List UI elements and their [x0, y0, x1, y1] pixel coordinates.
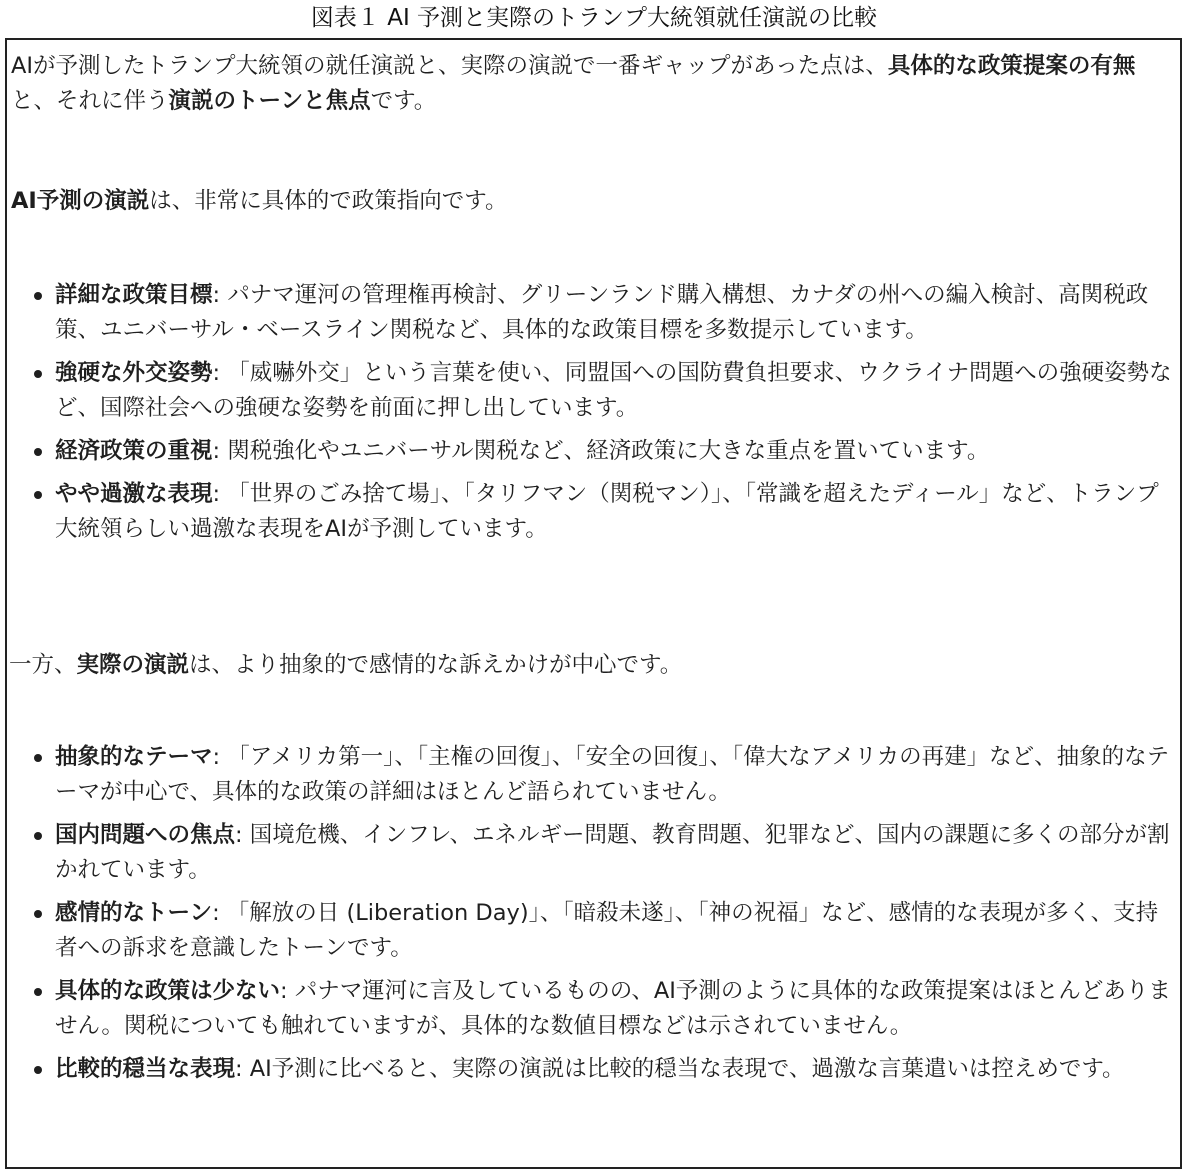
- bullet-icon: [34, 491, 42, 499]
- actual-section-prefix: 一方、: [9, 652, 77, 678]
- list-item: [7, 740, 1177, 810]
- bullet-icon: [34, 754, 42, 762]
- bullet-icon: [34, 370, 42, 378]
- item-term: やや過激な表現: [55, 481, 213, 507]
- item-desc: : 「世界のごみ捨て場」、「タリフマン（関税マン）」、「常識を超えたディール」など、トランプ大統領らしい過激な表現をAIが予測しています。: [55, 481, 1159, 542]
- bullet-icon: [34, 292, 42, 300]
- list-item: [7, 896, 1177, 966]
- item-term: 強硬な外交姿勢: [55, 360, 213, 386]
- actual-section-text: は、より抽象的で感情的な訴えかけが中心です。: [189, 652, 683, 678]
- list-item: [7, 356, 1177, 426]
- list-item: [7, 818, 1177, 888]
- actual-section-bold: 実際の演説: [76, 652, 190, 678]
- comparison-box: [5, 38, 1182, 1169]
- intro-paragraph: [11, 49, 1173, 119]
- ai-section-heading: [7, 184, 1171, 219]
- item-desc: : 「アメリカ第一」、「主権の回復」、「安全の回復」、「偉大なアメリカの再建」など、抽象的なテーマが中心で、具体的な政策の詳細はほとんど語られていません。: [55, 744, 1170, 805]
- ai-section-text: は、非常に具体的で政策指向です。: [149, 188, 508, 214]
- intro-text-3: です。: [370, 88, 437, 114]
- bullet-icon: [34, 448, 42, 456]
- list-item: [7, 1052, 1177, 1087]
- actual-bullet-list: [7, 740, 1177, 1095]
- item-desc: : 「解放の日 (Liberation Day)」、「暗殺未遂」、「神の祝福」など、感情的な表現が多く、支持者への訴求を意識したトーンです。: [55, 900, 1159, 961]
- item-term: 国内問題への焦点: [55, 822, 236, 848]
- bullet-icon: [34, 988, 42, 996]
- ai-section-bold: AI予測の演説: [11, 188, 150, 214]
- intro-text-2: と、それに伴う: [11, 88, 169, 114]
- bullet-icon: [34, 1066, 42, 1074]
- list-item: [7, 278, 1177, 348]
- intro-bold-1: 具体的な政策提案の有無: [887, 53, 1136, 79]
- item-term: 抽象的なテーマ: [55, 744, 213, 770]
- actual-section-heading: [7, 648, 1169, 683]
- list-item: [7, 477, 1177, 547]
- item-desc: : 「威嚇外交」という言葉を使い、同盟国への国防費負担要求、ウクライナ問題への強硬姿勢など、国際社会への強硬な姿勢を前面に押し出しています。: [55, 360, 1172, 421]
- intro-text-1: AIが予測したトランプ大統領の就任演説と、実際の演説で一番ギャップがあった点は、: [11, 53, 888, 79]
- item-desc: : 関税強化やユニバーサル関税など、経済政策に大きな重点を置いています。: [212, 438, 990, 464]
- item-desc: : パナマ運河の管理権再検討、グリーンランド購入構想、カナダの州への編入検討、高関税政策、ユニバーサル・ベースライン関税など、具体的な政策目標を多数提示しています。: [55, 282, 1149, 343]
- item-desc: : 国境危機、インフレ、エネルギー問題、教育問題、犯罪など、国内の課題に多くの部分が割かれています。: [55, 822, 1170, 883]
- item-term: 比較的穏当な表現: [55, 1056, 236, 1082]
- list-item: [7, 434, 1177, 469]
- item-desc: : AI予測に比べると、実際の演説は比較的穏当な表現で、過激な言葉遣いは控えめです。: [235, 1056, 1125, 1082]
- figure-title: 図表１ AI 予測と実際のトランプ大統領就任演説の比較: [310, 5, 878, 31]
- item-term: 感情的なトーン: [55, 900, 213, 926]
- item-desc: : パナマ運河に言及しているものの、AI予測のように具体的な政策提案はほとんどありません。関税についても触れていますが、具体的な数値目標などは示されていません。: [55, 978, 1171, 1039]
- bullet-icon: [34, 910, 42, 918]
- item-term: 具体的な政策は少ない: [55, 978, 281, 1004]
- item-term: 詳細な政策目標: [55, 282, 213, 308]
- ai-bullet-list: [7, 278, 1177, 555]
- intro-bold-2: 演説のトーンと焦点: [168, 88, 371, 114]
- list-item: [7, 974, 1177, 1044]
- item-term: 経済政策の重視: [55, 438, 213, 464]
- bullet-icon: [34, 832, 42, 840]
